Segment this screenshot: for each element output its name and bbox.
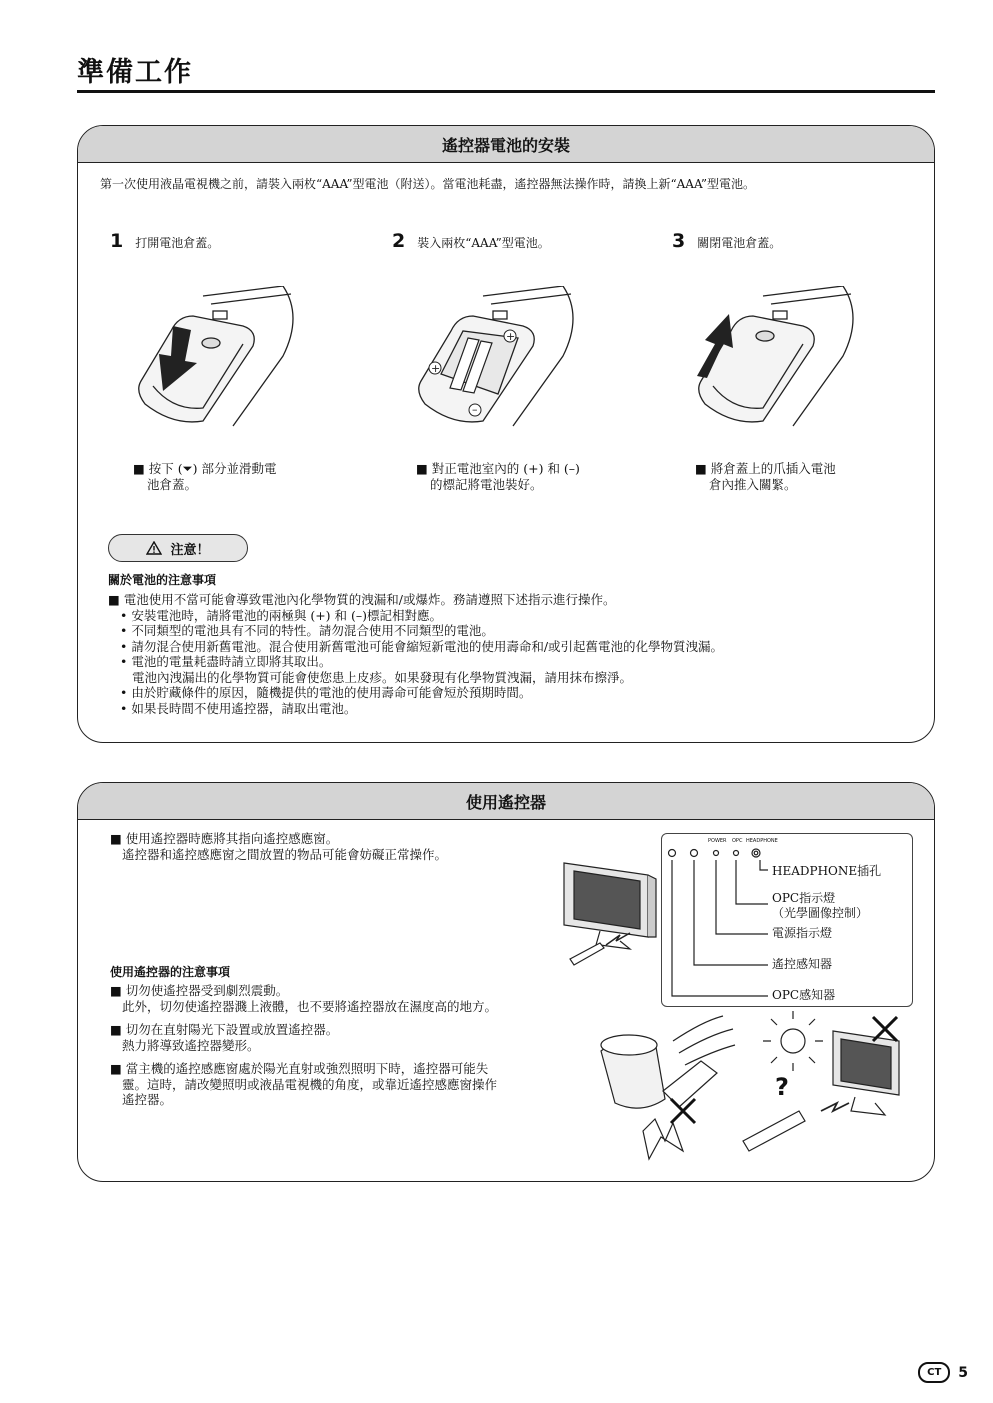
remote-panel-header: 使用遙控器 xyxy=(78,783,934,820)
step-label: 關閉電池倉蓋。 xyxy=(697,236,782,250)
page-number xyxy=(918,1362,968,1383)
panel-label-opc: OPC xyxy=(732,838,743,844)
opc-sensor-icon xyxy=(669,850,676,857)
step-2-caption: ■ 對正電池室內的 (+) 和 (–) 的標記將電池裝好。 xyxy=(416,461,580,492)
headphone-jack-icon xyxy=(752,849,760,857)
remote-close-cover-illustration xyxy=(693,286,863,436)
svg-text:–: – xyxy=(472,403,478,416)
callout-opc-led-sub: （光學圖像控制） xyxy=(772,906,869,920)
step-1 xyxy=(110,230,219,252)
caution-label: 注意！ xyxy=(170,542,210,558)
step-number: 2 xyxy=(392,230,406,252)
step-3-caption: ■ 將倉蓋上的爪插入電池 倉內推入關緊。 xyxy=(695,461,836,492)
note-1: ■ 切勿使遙控器受到劇烈震動。 此外，切勿使遙控器濺上液體，也不要將遙控器放在濕度高的地方。 xyxy=(110,983,498,1014)
step-label: 打開電池倉蓋。 xyxy=(135,236,220,250)
caution-line: • 安裝電池時，請將電池的兩極與 (+) 和 (–)標記相對應。 xyxy=(120,607,442,623)
callout-opc-led: OPC指示燈 xyxy=(772,891,836,905)
step-number: 3 xyxy=(672,230,686,252)
power-led-icon xyxy=(714,851,719,856)
caution-title: 關於電池的注意事項 xyxy=(108,573,217,587)
title-rule xyxy=(77,90,935,93)
caution-line: • 不同類型的電池具有不同的特性。請勿混合使用不同類型的電池。 xyxy=(120,623,494,638)
note-2: ■ 切勿在直射陽光下設置或放置遙控器。 熱力將導致遙控器變形。 xyxy=(110,1022,339,1053)
svg-text:+: + xyxy=(506,330,516,343)
caution-list xyxy=(108,592,908,716)
front-panel-diagram xyxy=(661,833,913,1007)
caution-line: • 請勿混合使用新舊電池。混合使用新舊電池可能會縮短新電池的使用壽命和/或引起舊電池的化學物質洩漏。 xyxy=(120,638,724,654)
panel-label-headphone: HEADPHONE xyxy=(746,838,778,844)
question-mark-icon: ? xyxy=(775,1073,789,1101)
callout-ir-sensor: 遙控感知器 xyxy=(772,957,833,971)
note-3: ■ 當主機的遙控感應窗處於陽光直射或強烈照明下時，遙控器可能失 靈。這時，請改變照明或液晶電視機的角度，或靠近遙控感應窗操作 遙控器。 xyxy=(110,1061,498,1107)
caution-line: • 如果長時間不使用遙控器，請取出電池。 xyxy=(120,700,357,716)
battery-panel-header: 遙控器電池的安裝 xyxy=(78,126,934,163)
caution-line: • 電池的電量耗盡時請立即將其取出。 xyxy=(120,654,332,669)
tv-with-remote-illustration xyxy=(560,853,670,973)
page-number-value: 5 xyxy=(958,1364,968,1381)
remote-open-cover-illustration xyxy=(133,286,303,436)
callout-headphone: HEADPHONE插孔 xyxy=(772,864,882,878)
page-title: 準備工作 xyxy=(77,57,193,88)
caution-badge xyxy=(108,534,248,562)
caution-line: • 由於貯藏條件的原因，隨機提供的電池的使用壽命可能會短於預期時間。 xyxy=(120,685,532,700)
step-1-caption: ■ 按下 (⏷) 部分並滑動電 池倉蓋。 xyxy=(133,461,277,492)
battery-intro: 第一次使用液晶電視機之前，請裝入兩枚“AAA”型電池（附送）。當電池耗盡，遙控器無法操作時，請換上新“AAA”型電池。 xyxy=(100,177,756,191)
ir-sensor-icon xyxy=(691,850,698,857)
battery-panel xyxy=(77,125,935,743)
svg-text:+: + xyxy=(431,362,441,375)
remote-notes xyxy=(110,983,560,1108)
remote-notes-title: 使用遙控器的注意事項 xyxy=(110,965,231,979)
step-label: 裝入兩枚“AAA”型電池。 xyxy=(417,236,550,250)
caution-line: 電池內洩漏出的化學物質可能會使您患上皮疹。如果發現有化學物質洩漏，請用抹布擦淨。 xyxy=(132,669,633,685)
step-number: 1 xyxy=(110,230,124,252)
precaution-illustrations xyxy=(593,1011,913,1171)
panel-label-power: POWER xyxy=(708,838,727,844)
opc-led-icon xyxy=(734,851,739,856)
language-badge: CT xyxy=(918,1362,950,1383)
step-3 xyxy=(672,230,781,252)
callout-power-led: 電源指示燈 xyxy=(772,926,833,940)
callout-opc-sensor: OPC感知器 xyxy=(772,988,836,1002)
warning-triangle-icon xyxy=(146,541,162,555)
remote-batteries-illustration xyxy=(413,286,583,436)
remote-panel xyxy=(77,782,935,1182)
step-2 xyxy=(392,230,550,252)
remote-points: ■ 使用遙控器時應將其指向遙控感應窗。 遙控器和遙控感應窗之間放置的物品可能會妨礙正常操作。 xyxy=(110,831,448,862)
caution-line: ■ 電池使用不當可能會導致電池內化學物質的洩漏和/或爆炸。務請遵照下述指示進行操作。 xyxy=(108,592,616,607)
